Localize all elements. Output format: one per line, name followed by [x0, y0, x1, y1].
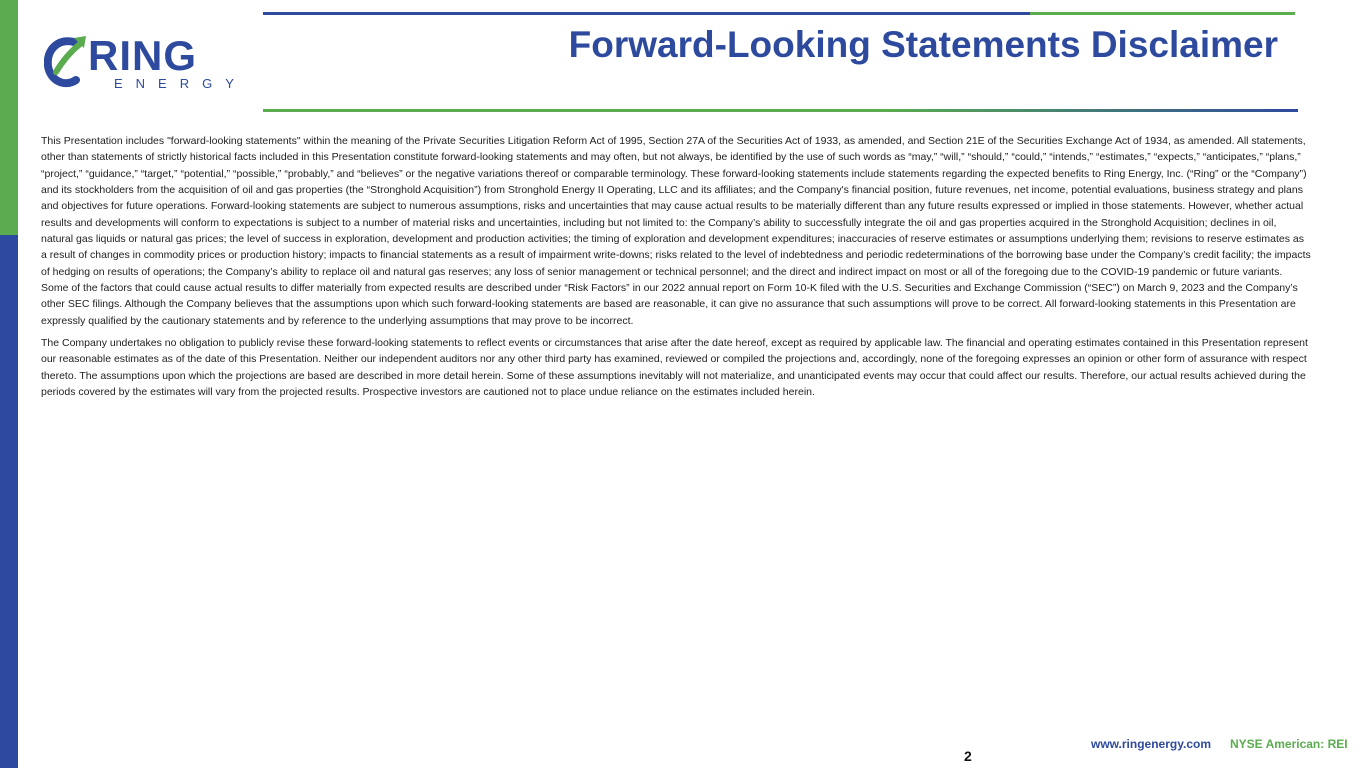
- page-title: Forward-Looking Statements Disclaimer: [568, 24, 1278, 65]
- page-number: 2: [964, 748, 972, 764]
- logo-wordmark: RING: [88, 32, 197, 79]
- header-top-rule-accent: [1030, 12, 1295, 15]
- ring-swoosh-icon: [44, 32, 88, 92]
- footer-website-link[interactable]: www.ringenergy.com: [1091, 737, 1212, 751]
- side-accent-bar-blue: [0, 235, 18, 768]
- footer-stock-ticker: NYSE American: REI: [1230, 737, 1348, 751]
- logo-subword: ENERGY: [114, 76, 247, 91]
- side-accent-bar-green: [0, 0, 18, 235]
- disclaimer-paragraph-2: The Company undertakes no obligation to publicly revise these forward-looking statements to reflect events or circumstances that arise after the date hereof, except as required by applicable law. The financial and operating estimates contained in this Presentation represent our reasonable estimates as of the date of this Presentation. Neither our independent auditors nor any other third party has examined, reviewed or compiled the projections and, accordingly, none of the foregoing expresses an opinion or other form of assurance with respect thereto. The assumptions upon which the projections are based are described in more detail herein. Some of these assumptions inevitably will not materialize, and unanticipated events may occur that could affect our results. Therefore, our actual results achieved during the periods covered by the estimates will vary from the projected results. Prospective investors are cautioned not to place undue reliance on the estimates included herein.: [41, 337, 1308, 399]
- company-logo: [44, 32, 247, 96]
- disclaimer-body: [41, 133, 1311, 407]
- header-bottom-rule: [263, 109, 1298, 112]
- disclaimer-paragraph-1: This Presentation includes "forward-looking statements" within the meaning of the Private Securities Litigation Reform Act of 1995, Section 27A of the Securities Act of 1933, as amended, and Section 21E of the Securities Exchange Act of 1934, as amended. All statements, other than statements of strictly historical facts included in this Presentation constitute forward-looking statements and may often, but not always, be identified by the use of such words as “may,” “will,” “should,” “could,” “intends,” “estimates,” “expects,” “anticipates,” “plans,” “project,” “guidance,” “target,” “potential,” “possible,” “probably,” and “believes” or the negative variations thereof or comparable terminology. These forward-looking statements include statements regarding the expected benefits to Ring Energy, Inc. (“Ring” or the “Company”) and its stockholders from the acquisition of oil and gas properties (the “Stronghold Acquisition”) from Stronghold Energy II Operating, LLC and its affiliates; and the Company's financial position, future revenues, net income, potential evaluations, business strategy and plans and objectives for future operations. Forward-looking statements are subject to numerous assumptions, risks and uncertainties that may cause actual results to be materially different than any future results expressed or implied in those statements. However, whether actual results and developments will conform to expectations is subject to a number of material risks and uncertainties, including but not limited to: the Company’s ability to successfully integrate the oil and gas properties acquired in the Stronghold Acquisition; declines in oil, natural gas liquids or natural gas prices; the level of success in exploration, development and production activities; the timing of exploration and development expenditures; inaccuracies of reserve estimates or assumptions underlying them; revisions to reserve estimates as a result of changes in commodity prices or production history; impacts to financial statements as a result of impairment write-downs; risks related to the level of indebtedness and periodic redeterminations of the borrowing base under the Company’s credit facility; the impacts of hedging on results of operations; the Company’s ability to replace oil and natural gas reserves; any loss of senior management or technical personnel; and the direct and indirect impact on most or all of the foregoing due to the COVID-19 pandemic or future variants. Some of the factors that could cause actual results to differ materially from expected results are described under “Risk Factors” in our 2022 annual report on Form 10-K filed with the U.S. Securities and Exchange Commission (“SEC”) on March 9, 2023 and the Company’s other SEC filings. Although the Company believes that the assumptions upon which such forward-looking statements are based are reasonable, it can give no assurance that such assumptions will prove to be correct. All forward-looking statements in this Presentation are expressly qualified by the cautionary statements and by reference to the underlying assumptions that may prove to be incorrect.: [41, 135, 1311, 327]
